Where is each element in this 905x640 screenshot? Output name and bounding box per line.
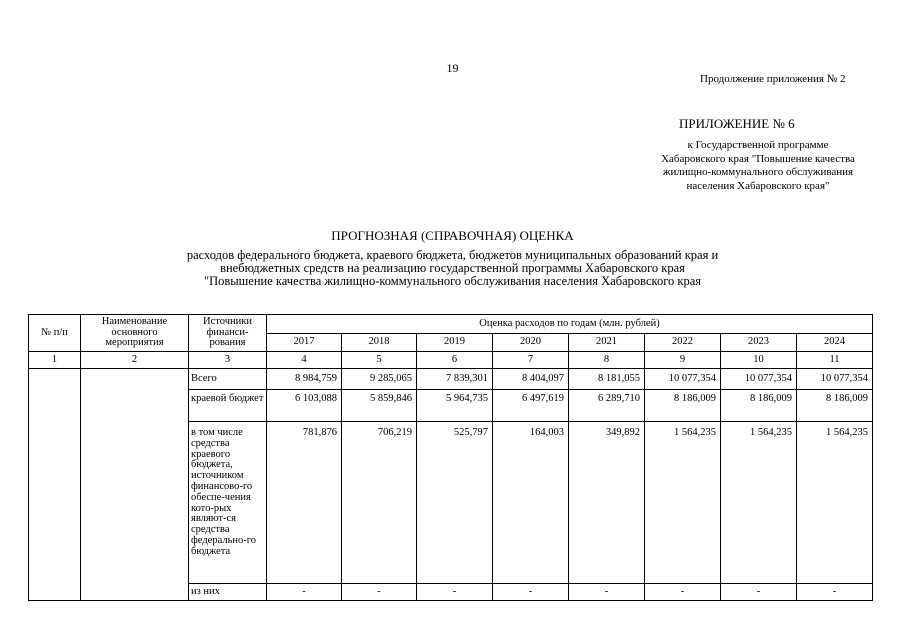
page-number: 19 — [446, 61, 459, 75]
appendix-line: жилищно-коммунального обслуживания — [662, 166, 854, 178]
cell-value: 10 077,354 — [721, 369, 797, 390]
header-num: № п/п — [29, 315, 81, 352]
cell-value: - — [645, 584, 721, 601]
cell-source: в том числе средства краевого бюджета, источником финансово-го обеспе-чения кото-рых являют-ся средства федерально-го бюджета — [189, 422, 267, 584]
cell-value: - — [569, 584, 645, 601]
appendix-reference — [628, 139, 888, 193]
header-year: 2024 — [797, 334, 873, 352]
cell-value: 8 404,097 — [493, 369, 569, 390]
cell-value: 5 964,735 — [417, 390, 493, 422]
header-estimate: Оценка расходов по годам (млн. рублей) — [267, 315, 873, 334]
cell-value: 8 181,055 — [569, 369, 645, 390]
cell-num — [29, 369, 81, 601]
column-index: 8 — [569, 352, 645, 369]
cell-value: 5 859,846 — [342, 390, 417, 422]
cell-value: 1 564,235 — [797, 422, 873, 584]
document-subtitle — [0, 249, 905, 288]
document-title: ПРОГНОЗНАЯ (СПРАВОЧНАЯ) ОЦЕНКА — [331, 228, 574, 243]
cell-value: 6 497,619 — [493, 390, 569, 422]
cell-name — [81, 369, 189, 601]
cell-value: - — [342, 584, 417, 601]
cell-value: 8 186,009 — [721, 390, 797, 422]
cell-value: 164,003 — [493, 422, 569, 584]
cell-value: - — [417, 584, 493, 601]
subtitle-line: "Повышение качества жилищно-коммунального обслуживания населения Хабаровского края — [203, 274, 702, 288]
table-row — [29, 369, 873, 390]
column-index-row — [29, 352, 873, 369]
header-sources: Источники финанси-рования — [189, 315, 267, 352]
column-index: 1 — [29, 352, 81, 369]
column-index: 10 — [721, 352, 797, 369]
cell-value: 9 285,065 — [342, 369, 417, 390]
cell-source: Всего — [189, 369, 267, 390]
cell-value: 10 077,354 — [797, 369, 873, 390]
subtitle-line: расходов федерального бюджета, краевого бюджета, бюджетов муниципальных образований края и — [186, 248, 719, 262]
continuation-note: Продолжение приложения № 2 — [700, 73, 846, 85]
cell-value: 10 077,354 — [645, 369, 721, 390]
cell-value: 6 289,710 — [569, 390, 645, 422]
header-year: 2017 — [267, 334, 342, 352]
appendix-title: ПРИЛОЖЕНИЕ № 6 — [679, 116, 795, 131]
header-year: 2018 — [342, 334, 417, 352]
column-index: 2 — [81, 352, 189, 369]
header-year: 2019 — [417, 334, 493, 352]
appendix-line: к Государственной программе — [687, 139, 829, 151]
header-year: 2022 — [645, 334, 721, 352]
cell-source: из них — [189, 584, 267, 601]
cell-value: 1 564,235 — [645, 422, 721, 584]
cell-value: 8 186,009 — [645, 390, 721, 422]
cell-value: 8 984,759 — [267, 369, 342, 390]
appendix-line: населения Хабаровского края" — [686, 179, 830, 192]
cell-value: 706,219 — [342, 422, 417, 584]
column-index: 3 — [189, 352, 267, 369]
cell-value: 7 839,301 — [417, 369, 493, 390]
column-index: 11 — [797, 352, 873, 369]
subtitle-line: внебюджетных средств на реализацию государственной программы Хабаровского края — [220, 261, 685, 275]
cell-value: 781,876 — [267, 422, 342, 584]
cell-value: - — [797, 584, 873, 601]
cell-value: 349,892 — [569, 422, 645, 584]
expenses-table — [28, 314, 873, 601]
column-index: 5 — [342, 352, 417, 369]
header-year: 2020 — [493, 334, 569, 352]
header-year: 2021 — [569, 334, 645, 352]
cell-value: 8 186,009 — [797, 390, 873, 422]
column-index: 7 — [493, 352, 569, 369]
header-year: 2023 — [721, 334, 797, 352]
cell-value: - — [493, 584, 569, 601]
appendix-line: Хабаровского края "Повышение качества — [661, 152, 855, 165]
cell-source: краевой бюджет — [189, 390, 267, 422]
cell-value: 525,797 — [417, 422, 493, 584]
header-name: Наименование основного мероприятия — [81, 315, 189, 352]
column-index: 4 — [267, 352, 342, 369]
column-index: 6 — [417, 352, 493, 369]
cell-value: - — [267, 584, 342, 601]
cell-value: - — [721, 584, 797, 601]
column-index: 9 — [645, 352, 721, 369]
cell-value: 1 564,235 — [721, 422, 797, 584]
cell-value: 6 103,088 — [267, 390, 342, 422]
